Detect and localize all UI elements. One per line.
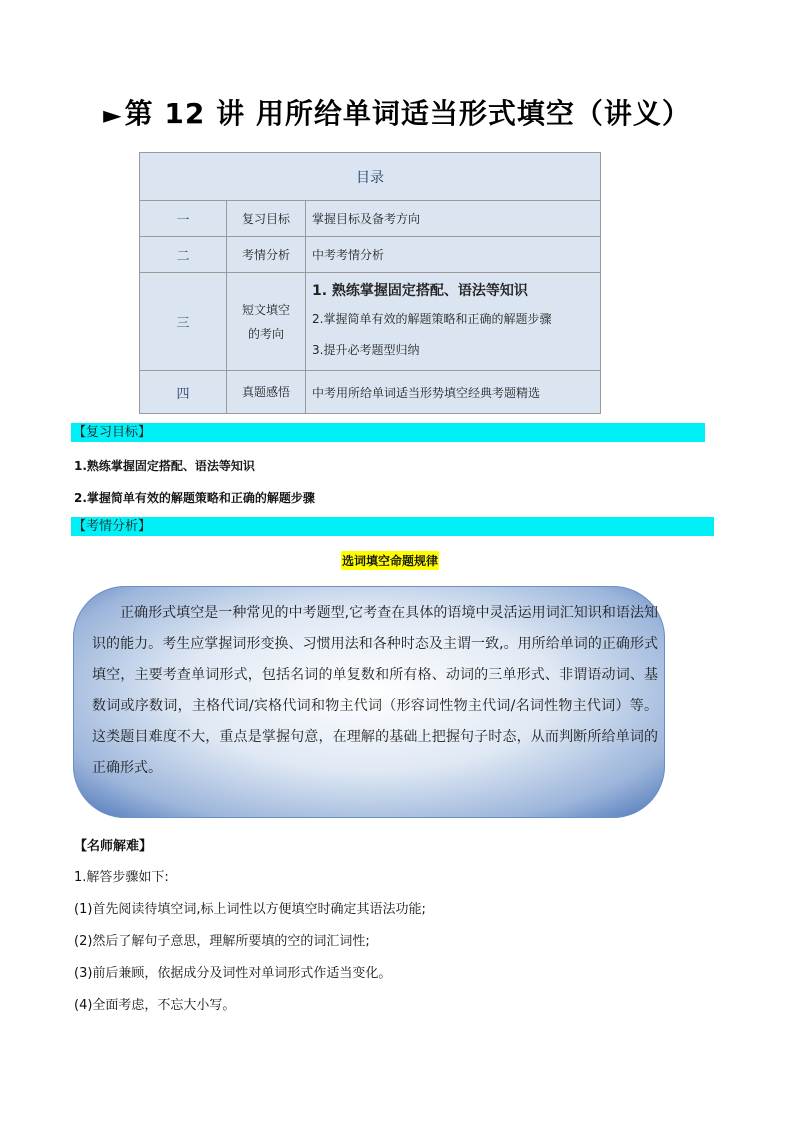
toc-header: 目录	[140, 153, 601, 201]
toc-desc-line: 3.提升必考题型归纳	[312, 342, 420, 357]
review-goal-item: 1.熟练掌握固定搭配、语法等知识	[74, 459, 255, 473]
step-item: (4)全面考虑，不忘大小写。	[74, 998, 236, 1013]
analysis-subtitle: 选词填空命题规律	[341, 551, 439, 570]
page-title-text: 第 12 讲 用所给单词适当形式填空（讲义）	[124, 97, 691, 130]
toc-row-number: 四	[140, 371, 227, 414]
toc-row-topic: 考情分析	[227, 237, 306, 273]
section-header-analysis: 【考情分析】	[71, 517, 714, 536]
section-header-teacher: 【名师解难】	[74, 839, 153, 854]
page-title	[0, 92, 794, 132]
step-item: (2)然后了解句子意思，理解所要填的空的词汇词性;	[74, 934, 370, 949]
toc-header-row	[140, 153, 601, 201]
toc-row-description: 中考用所给单词适当形势填空经典考题精选	[306, 371, 601, 414]
toc-desc-line: 1. 熟练掌握固定搭配、语法等知识	[312, 282, 528, 299]
summary-text: 正确形式填空是一种常见的中考题型,它考查在具体的语境中灵活运用词汇知识和语法知识的能力。考生应掌握词形变换、习惯用法和各种时态及主谓一致,。用所给单词的正确形式填空，主要考查单词形式，包括名词的单复数和所有格、动词的三单形式、非谓语动词、基数词或序数词，主格代词/宾格代词和物主代词（形容词性物主代词/名词性物主代词）等。这类题目难度不大，重点是掌握句意，在理解的基础上把握句子时态，从而判断所给单词的正确形式。	[92, 605, 658, 776]
toc-row-topic-line: 的考向	[247, 326, 284, 341]
step-item: (3)前后兼顾，依据成分及词性对单词形式作适当变化。	[74, 966, 392, 981]
toc-row	[140, 237, 601, 273]
toc-row	[140, 201, 601, 237]
table-of-contents	[139, 152, 601, 414]
toc-row-topic	[227, 273, 306, 371]
toc-row-number: 一	[140, 201, 227, 237]
toc-row-description: 中考考情分析	[306, 237, 601, 273]
triangle-arrow-icon: ►	[103, 101, 123, 129]
step-item: (1)首先阅读待填空词,标上词性以方便填空时确定其语法功能;	[74, 902, 426, 917]
toc-row	[140, 273, 601, 371]
toc-row-number: 二	[140, 237, 227, 273]
review-goal-item: 2.掌握简单有效的解题策略和正确的解题步骤	[74, 491, 315, 505]
toc-row-number: 三	[140, 273, 227, 371]
toc-row-description	[306, 273, 601, 371]
toc-row-topic: 复习目标	[227, 201, 306, 237]
toc-row-description: 掌握目标及备考方向	[306, 201, 601, 237]
step-item: 1.解答步骤如下:	[74, 870, 169, 885]
toc-row	[140, 371, 601, 414]
toc-row-topic-line: 短文填空	[241, 302, 290, 317]
toc-row-topic: 真题感悟	[227, 371, 306, 414]
toc-desc-line: 2.掌握简单有效的解题策略和正确的解题步骤	[312, 311, 552, 326]
section-header-review: 【复习目标】	[71, 423, 705, 442]
steps-list	[74, 868, 694, 1028]
